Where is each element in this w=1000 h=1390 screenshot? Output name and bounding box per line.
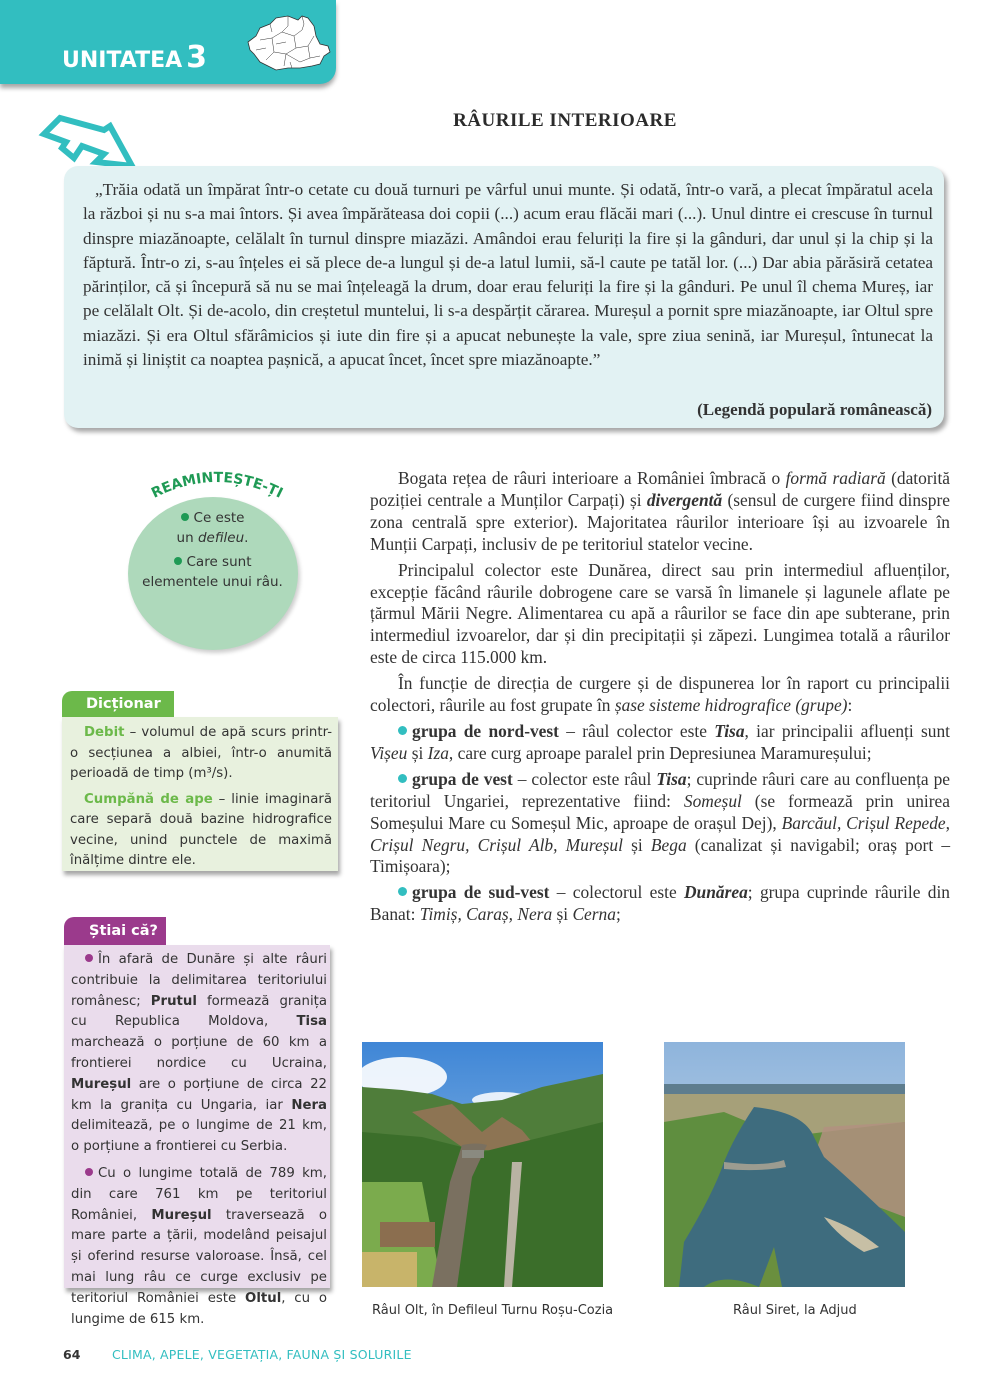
did-you-know-tab: Știai că? — [64, 917, 166, 945]
group-name: grupa de nord-vest — [412, 720, 559, 741]
unit-number: 3 — [186, 40, 208, 75]
bullet-icon — [174, 557, 182, 565]
river-name: Barcăul, Crișul Repede, Crișul Negru, Crișul Alb, Mureșul — [370, 812, 950, 855]
page-number: 64 — [63, 1347, 81, 1362]
remember-item-1-term: defileu — [197, 530, 245, 546]
text: ; cuprinde râuri care au confluența pe teritoriul Ungariei, reprezentative fiind: — [370, 768, 950, 811]
text: : — [847, 695, 853, 716]
text: – râul colector este — [558, 720, 715, 741]
did-you-know-text — [71, 950, 327, 1336]
photo-siret-river — [664, 1042, 905, 1287]
unit-header-band — [0, 0, 336, 84]
main-paragraph-2: Principalul colector este Dunărea, direct sau prin intermediul afluenților, excepție făcând râurile dobrogene care se varsă în limanele și lagunele aflate pe țărmul Mării Negre. Alimentarea cu apă a râurilor se face din ape subterane, prin intermediul izvoarelor, dar și din precipitații și zăpezi. Lungimea totală a râurilor este de circa 115.000 km. — [370, 559, 950, 668]
main-text-column — [370, 468, 950, 930]
river-name: Bega — [650, 834, 687, 855]
legend-source: (Legendă populară românească) — [697, 400, 932, 419]
dictionary-tab: Dicționar — [62, 691, 174, 717]
text: marchează o porțiune de 60 km a frontierei nordice cu Ucraina, — [71, 1035, 327, 1071]
text: – colector este râul — [512, 768, 657, 789]
text: Bogata rețea de râuri interioare a României îmbracă o — [398, 468, 786, 488]
river-name: Vișeu — [370, 742, 408, 763]
river-name: Prutul — [150, 993, 197, 1009]
dictionary-entries — [70, 723, 332, 877]
text: (canalizat și navigabil; oraș port – Timișoara); — [370, 834, 951, 877]
remember-title — [122, 462, 312, 512]
emphasis: șase sisteme hidrografice (grupe) — [614, 695, 848, 716]
text: formează granița cu Republica Moldova, — [71, 993, 328, 1030]
romania-map-icon — [242, 12, 334, 72]
did-you-know-paragraph-2 — [71, 1164, 327, 1330]
river-name: Iza — [427, 742, 449, 763]
did-you-know-paragraph-1 — [71, 950, 327, 1158]
chapter-title: CLIMA, APELE, VEGETAȚIA, FAUNA ȘI SOLURILE — [112, 1347, 412, 1362]
photo-olt-river — [362, 1042, 603, 1287]
bullet-icon — [398, 726, 407, 735]
text: , cu o lungime de 615 km. — [71, 1290, 327, 1327]
river-name: Mureșul — [71, 1076, 132, 1092]
dictionary-entry — [70, 790, 332, 872]
siret-landscape-image — [664, 1042, 905, 1287]
text: are o porțiune de circa 22 km la granița cu Ungaria, iar — [71, 1076, 327, 1113]
text: delimitează, pe o lungime de 21 km, o porțiune a frontierei cu Serbia. — [71, 1118, 327, 1155]
bullet-icon — [85, 1168, 93, 1176]
text: (datorită poziției centrale a Munților Carpați) și — [370, 468, 950, 510]
dictionary-term: Cumpănă de ape — [84, 791, 213, 807]
bullet-icon — [181, 513, 189, 521]
river-name: Tisa — [714, 720, 745, 741]
river-name: Oltul — [245, 1290, 282, 1306]
text: , iar principalii afluenți sunt — [744, 720, 950, 741]
unit-label-text: UNITATEA — [62, 48, 183, 73]
river-name: Someșul — [683, 790, 742, 811]
text: Cu o lungime totală de 789 km, din care 761 km pe teritoriul României, — [71, 1165, 327, 1223]
group-vest — [370, 769, 950, 879]
text: ; grupa cuprinde râurile din Banat: — [370, 882, 950, 925]
dictionary-definition: – volumul de apă scurs printr-o secțiunea a albiei, într-o anumită perioadă de timp (m³/s). — [70, 725, 332, 781]
bullet-icon — [398, 887, 407, 896]
dictionary-entry — [70, 723, 332, 785]
river-name: Tisa — [296, 1014, 327, 1030]
text: În funcție de direcția de curgere și de dispunerea lor în raport cu principalii colectori, râurile au fost grupate în — [370, 673, 950, 716]
river-name: Mureșul — [151, 1207, 212, 1223]
svg-text:REAMINTEȘTE-ȚI: REAMINTEȘTE-ȚI — [149, 469, 286, 502]
group-name: grupa de sud-vest — [412, 882, 550, 903]
river-name: Nera — [291, 1097, 327, 1113]
olt-landscape-image — [362, 1042, 603, 1287]
bullet-icon — [398, 774, 407, 783]
remember-item-1-text-b: un — [176, 530, 198, 546]
text: ; — [615, 904, 621, 925]
remember-list — [140, 508, 285, 596]
dictionary-term: Debit — [84, 725, 125, 740]
remember-item-2 — [140, 552, 285, 592]
photo-caption: Râul Siret, la Adjud — [733, 1303, 857, 1318]
remember-item-2-text: Care sunt elementele unui râu. — [142, 554, 283, 590]
text: (sensul de curgere fiind dinspre zona centrală spre exterior). Majoritatea râurilor interioare își au izvoarele în Munții Carpați, inclusiv de pe teritoriul statelor vecine. — [370, 489, 950, 554]
main-paragraph-1 — [370, 468, 950, 556]
text: (se formează prin unirea Someșului Mare cu Someșul Mic, aproape de orașul Dej), — [370, 790, 950, 833]
page-title: RÂURILE INTERIOARE — [453, 110, 677, 131]
dictionary-definition: – linie imaginară care separă două bazine hidrografice vecine, unind punctele de maximă înălțime dintre ele. — [70, 791, 332, 868]
main-paragraph-3 — [370, 673, 950, 717]
text: – colectorul este — [549, 882, 684, 903]
emphasis: divergentă — [646, 489, 723, 510]
text: În afară de Dunăre și alte râuri contribuie la delimitarea teritoriului românesc; — [71, 952, 327, 1009]
remember-item-1-end: . — [244, 530, 249, 546]
group-sud-vest — [370, 882, 950, 926]
text: și — [407, 742, 428, 763]
text: și — [622, 834, 651, 855]
river-name: Cerna — [572, 904, 616, 925]
group-nord-vest — [370, 721, 950, 765]
remember-item-1 — [140, 508, 285, 548]
river-name: Timiș, Caraș, Nera — [419, 904, 553, 925]
photo-caption: Râul Olt, în Defileul Turnu Roșu-Cozia — [372, 1303, 614, 1318]
unit-label — [62, 40, 207, 75]
river-name: Dunărea — [684, 882, 748, 903]
text: , care curg aproape paralel prin Depresiunea Maramureșului; — [448, 742, 872, 763]
group-name: grupa de vest — [412, 768, 513, 789]
text: traversează o mare parte a țării, modelând peisajul și oferind resurse valoroase. Însă, cel mai lung râu ce curge exclusiv pe teritoriul României este — [71, 1207, 327, 1306]
legend-quote-text: „Trăia odată un împărat într-o cetate cu două turnuri pe vârful unui munte. Și odată, într-o vară, a plecat împăratul acela la război și nu s-a mai întors. Și avea împărăteasa doi copii (...) acum erau flăcăi mari (...). Unul dintre ei crescuse în turnul dinspre miazănoapte, celălalt în turnul dinspre miazăzi. Amândoi erau feluriți la fire și la gânduri, dar unul și la chip și la făptură. Într-o zi, s-au înțeles ei să plece de-a lungul și de-a latul lumii, să-l caute pe tatăl lor. (...) Dar abia părăsiră cetatea părinților, că și începură să nu se mai înțeleagă la drum, doar erau feluriți la fire și la gânduri. Pe unul îl chema Mureș, iar pe celălalt Olt. Și de-acolo, din creștetul muntelui, li s-a despărțit cărarea. Mureșul a pornit spre miazănoapte, iar Oltul spre miazăzi. Și era Oltul sfărâmicios și iute din fire și a apucat nebunește la vale, spre ziua senină, iar Mureșul, întunecat la inimă și liniștit ca noaptea pașnică, a apucat încet, încet spre miazănoapte.” — [83, 180, 933, 370]
emphasis: formă radiară — [785, 468, 886, 488]
bullet-icon — [85, 954, 93, 962]
river-name: Tisa — [656, 768, 687, 789]
text: și — [552, 904, 573, 925]
remember-item-1-text: Ce este — [193, 510, 245, 526]
